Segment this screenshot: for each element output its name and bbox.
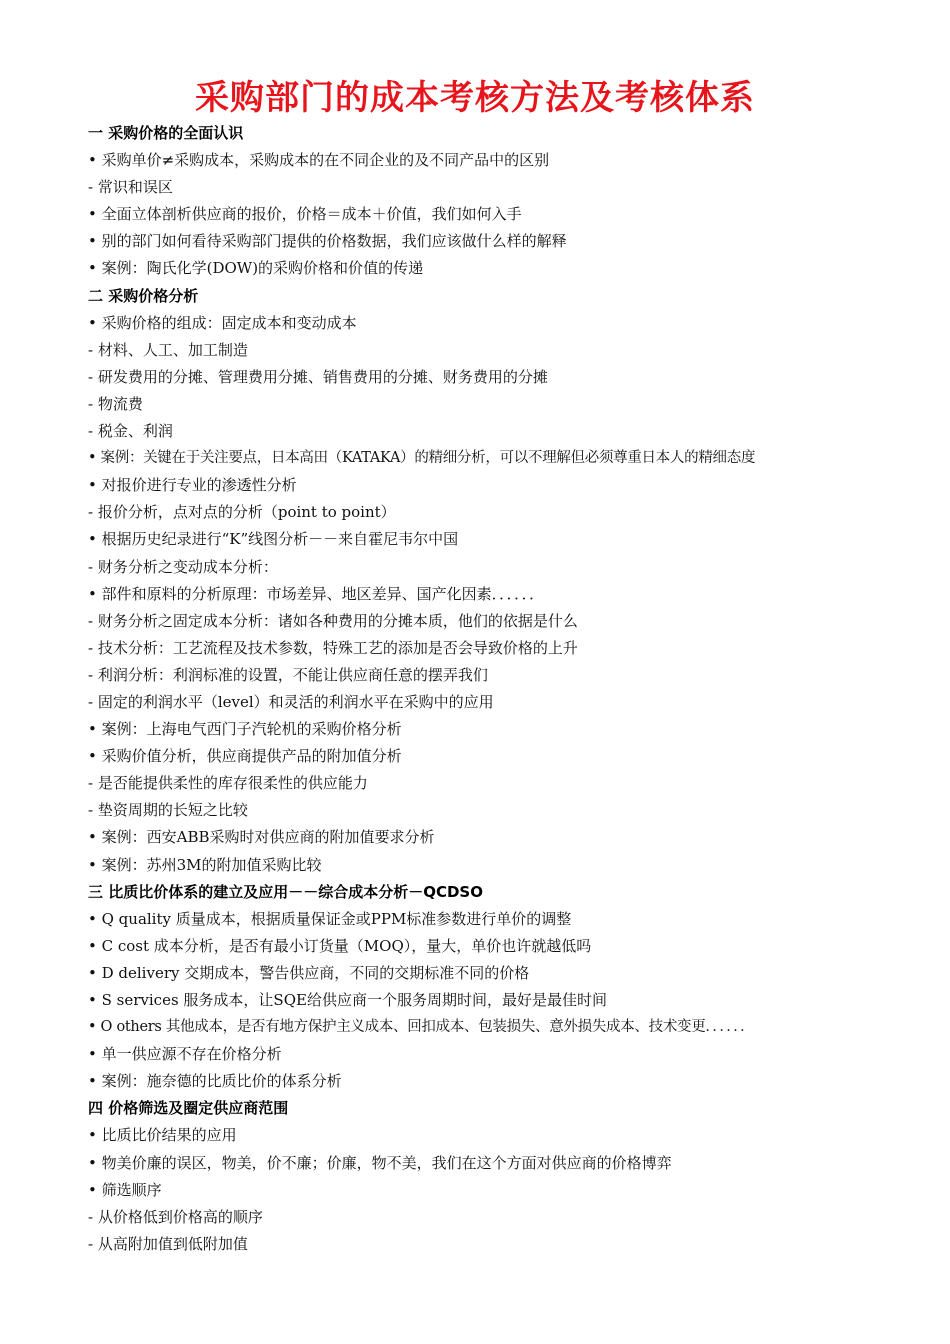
list-item: • 采购价格的组成：固定成本和变动成本 — [88, 313, 357, 332]
document-body — [88, 120, 928, 1258]
list-item: • 案例：关键在于关注要点，日本高田（KATAKA）的精细分析，可以不理解但必须尊重日本人的精细态度 — [88, 450, 756, 467]
list-item: • D delivery 交期成本，警告供应商，不同的交期标准不同的价格 — [88, 963, 530, 982]
section-heading: 三 比质比价体系的建立及应用－－综合成本分析－QCDSO — [88, 882, 483, 901]
list-item: • C cost 成本分析，是否有最小订货量（MOQ），量大，单价也许就越低吗 — [88, 936, 592, 955]
list-item: • 采购价值分析，供应商提供产品的附加值分析 — [88, 747, 402, 766]
list-item: • 案例：苏州3M的附加值采购比较 — [88, 855, 322, 874]
list-item: - 利润分析：利润标准的设置，不能让供应商任意的摆弄我们 — [88, 665, 488, 684]
list-item: • 案例：西安ABB采购时对供应商的附加值要求分析 — [88, 828, 435, 847]
list-item: - 固定的利润水平（level）和灵活的利润水平在采购中的应用 — [88, 692, 494, 711]
list-item: - 财务分析之固定成本分析：诸如各种费用的分摊本质，他们的依据是什么 — [88, 611, 578, 630]
list-item: • 别的部门如何看待采购部门提供的价格数据，我们应该做什么样的解释 — [88, 232, 567, 251]
list-item: • 比质比价结果的应用 — [88, 1126, 237, 1145]
list-item: • 案例：陶氏化学(DOW)的采购价格和价值的传递 — [88, 259, 424, 278]
list-item: • 全面立体剖析供应商的报价，价格＝成本＋价值，我们如何入手 — [88, 205, 522, 224]
list-item: - 报价分析，点对点的分析（point to point） — [88, 503, 396, 522]
document-title: 采购部门的成本考核方法及考核体系 — [195, 78, 755, 118]
list-item: - 研发费用的分摊、管理费用分摊、销售费用的分摊、财务费用的分摊 — [88, 367, 548, 386]
list-item: • O others 其他成本，是否有地方保护主义成本、回扣成本、包装损失、意外损失成本、技术变更．．．．．． — [88, 1019, 755, 1036]
list-item: • 单一供应源不存在价格分析 — [88, 1045, 282, 1064]
list-item: - 是否能提供柔性的库存很柔性的供应能力 — [88, 774, 368, 793]
list-item: - 从高附加值到低附加值 — [88, 1234, 248, 1253]
list-item: • S services 服务成本，让SQE给供应商一个服务周期时间，最好是最佳时间 — [88, 991, 607, 1009]
list-item: - 财务分析之变动成本分析： — [88, 557, 278, 576]
list-item: - 技术分析：工艺流程及技术参数，特殊工艺的添加是否会导致价格的上升 — [88, 638, 578, 657]
list-item: • 采购单价≠采购成本，采购成本的在不同企业的及不同产品中的区别 — [88, 151, 550, 170]
list-item: - 税金、利润 — [88, 422, 173, 441]
section-heading: 四 价格筛选及圈定供应商范围 — [88, 1099, 289, 1118]
list-item: • 根据历史纪录进行“K”线图分析－－来自霍尼韦尔中国 — [88, 530, 459, 549]
list-item: - 从价格低到价格高的顺序 — [88, 1207, 263, 1226]
section-heading: 二 采购价格分析 — [88, 286, 199, 305]
list-item: • 案例：施奈德的比质比价的体系分析 — [88, 1072, 342, 1091]
list-item: - 常识和误区 — [88, 178, 173, 197]
section-heading: 一 采购价格的全面认识 — [88, 124, 244, 142]
list-item: • 案例：上海电气西门子汽轮机的采购价格分析 — [88, 720, 402, 739]
list-item: • 对报价进行专业的渗透性分析 — [88, 476, 297, 495]
list-item: • 物美价廉的误区，物美，价不廉；价廉，物不美，我们在这个方面对供应商的价格博弈 — [88, 1153, 672, 1172]
list-item: - 物流费 — [88, 394, 143, 413]
list-item: • 部件和原料的分析原理：市场差异、地区差异、国产化因素．．．．．． — [88, 584, 545, 603]
list-item: • 筛选顺序 — [88, 1180, 162, 1199]
list-item: • Q quality 质量成本，根据质量保证金或PPM标准参数进行单价的调整 — [88, 909, 572, 928]
list-item: - 材料、人工、加工制造 — [88, 340, 248, 359]
list-item: - 垫资周期的长短之比较 — [88, 801, 248, 820]
